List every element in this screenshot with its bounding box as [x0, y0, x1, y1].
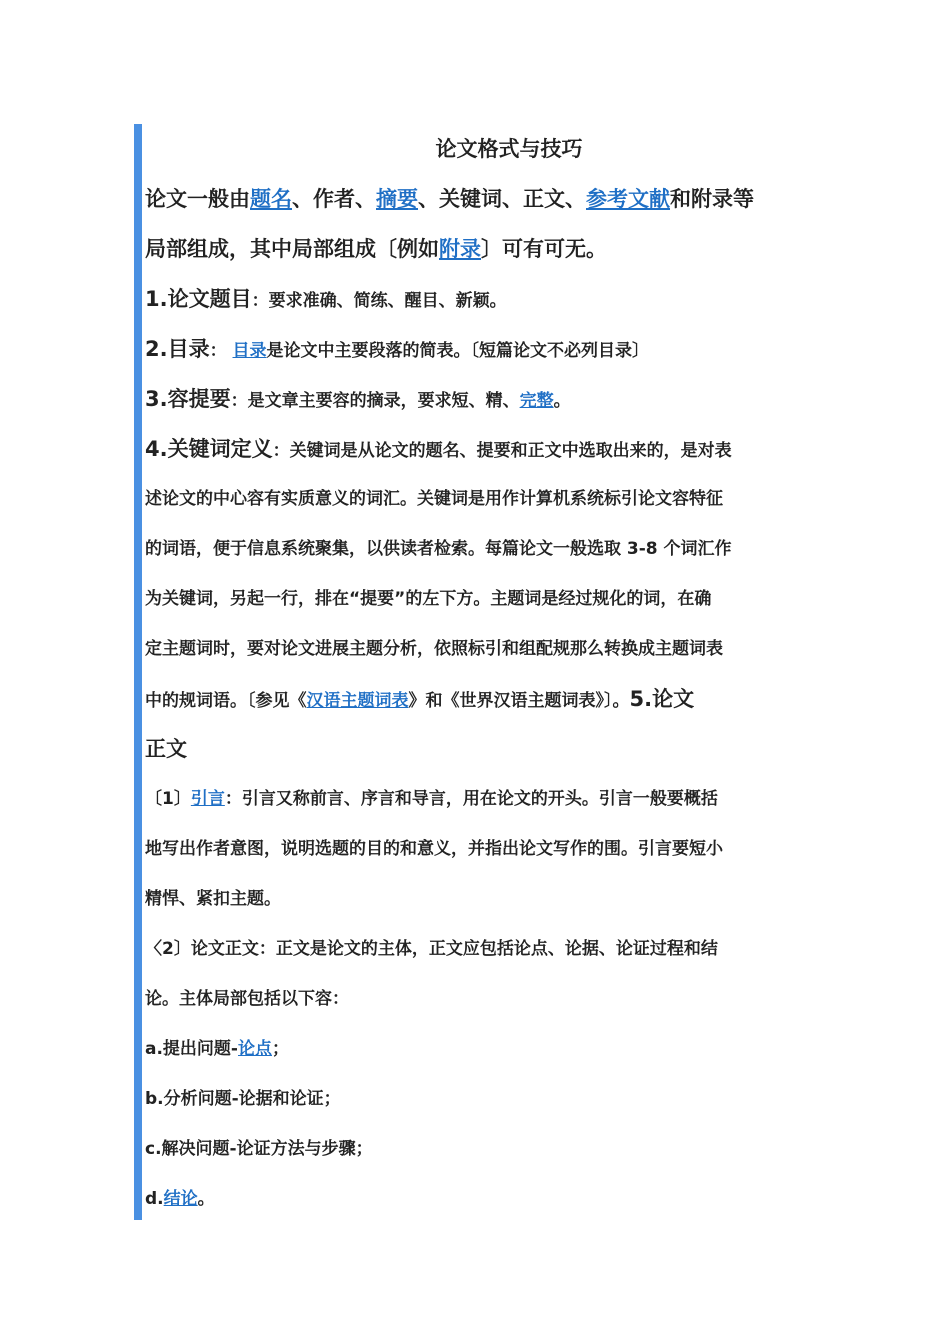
section-text: ：是文章主要容的摘录，要求短、精、 [230, 391, 520, 411]
document-body [145, 124, 805, 1224]
body-para-line-1: 〈2〕论文正文：正文是论文的主体，正文应包括论点、论据、论证过程和结 [145, 939, 718, 959]
link-appendix[interactable]: 附录 [439, 237, 481, 261]
intro-para-line-3: 精悍、紧扣主题。 [145, 889, 281, 909]
section-2 [145, 324, 805, 374]
section-heading: 3.容提要 [145, 387, 231, 411]
section-text: ：关键词是从论文的题名、提要和正文中选取出来的，是对表 [272, 441, 732, 461]
list-text: a.提出问题- [145, 1039, 238, 1059]
section-5-heading-cont: 正文 [145, 737, 187, 761]
link-title[interactable]: 题名 [250, 187, 292, 211]
section-heading: 2.目录 [145, 337, 210, 361]
section-text: ：要求准确、简练、醒目、新颖。 [251, 291, 507, 311]
section-4-line-6 [145, 674, 805, 724]
link-references[interactable]: 参考文献 [586, 187, 670, 211]
link-introduction[interactable]: 引言 [190, 789, 225, 809]
link-conclusion[interactable]: 结论 [163, 1189, 198, 1209]
list-item-c: c.解决问题-论证方法与步骤； [145, 1139, 373, 1159]
section-3 [145, 374, 805, 424]
intro-para-line-1 [145, 774, 805, 824]
section-text: 是论文中主要段落的简表。〔短篇论文不必列目录〕 [266, 341, 650, 361]
link-toc[interactable]: 目录 [232, 341, 267, 361]
intro-text: 局部组成，其中局部组成〔例如 [145, 237, 439, 261]
section-4-line-2: 述论文的中心容有实质意义的词汇。关键词是用作计算机系统标引论文容特征 [145, 489, 723, 509]
intro-line-1 [145, 174, 805, 224]
intro-text: 、关键词、正文、 [418, 187, 586, 211]
section-text: 》和《世界汉语主题词表》〕。 [408, 691, 630, 711]
intro-text: 〕可有可无。 [481, 237, 607, 261]
section-text: 。 [553, 391, 571, 411]
section-1 [145, 274, 805, 324]
intro-line-2 [145, 224, 805, 274]
list-item-b: b.分析问题-论据和论证； [145, 1089, 341, 1109]
intro-text: 和附录等 [670, 187, 754, 211]
section-4-line-3: 的词语，便于信息系统聚集，以供读者检索。每篇论文一般选取 3-8 个词汇作 [145, 539, 732, 559]
section-4-line-1 [145, 424, 805, 474]
link-complete[interactable]: 完整 [519, 391, 554, 411]
section-heading: 5.论文 [629, 687, 695, 711]
section-4-line-5: 定主题词时，要对论文进展主题分析，依照标引和组配规那么转换成主题词表 [145, 639, 723, 659]
list-text: 。 [197, 1189, 215, 1209]
link-argument[interactable]: 论点 [238, 1039, 272, 1059]
list-text: d. [145, 1189, 164, 1209]
intro-text: 论文一般由 [145, 187, 250, 211]
body-para-line-2: 论。主体局部包括以下容： [145, 989, 349, 1009]
page-title: 论文格式与技巧 [435, 137, 583, 161]
section-text: ： [209, 341, 227, 361]
section-text: 中的规词语。〔参见《 [145, 691, 307, 711]
para-text: ：引言又称前言、序言和导言，用在论文的开头。引言一般要概括 [224, 789, 718, 809]
section-heading: 1.论文题目 [145, 287, 252, 311]
section-heading: 4.关键词定义 [145, 437, 273, 461]
list-item-a [145, 1024, 805, 1074]
link-thesaurus[interactable]: 汉语主题词表 [306, 691, 409, 711]
list-text: ； [272, 1039, 289, 1059]
intro-text: 、作者、 [292, 187, 376, 211]
para-prefix: 〔1〕 [145, 789, 191, 809]
list-item-d [145, 1174, 805, 1224]
link-abstract[interactable]: 摘要 [376, 187, 418, 211]
left-accent-bar [134, 124, 142, 1220]
section-4-line-4: 为关键词，另起一行，排在“提要”的左下方。主题词是经过规化的词，在确 [145, 589, 712, 609]
intro-para-line-2: 地写出作者意图，说明选题的目的和意义，并指出论文写作的围。引言要短小 [145, 839, 723, 859]
